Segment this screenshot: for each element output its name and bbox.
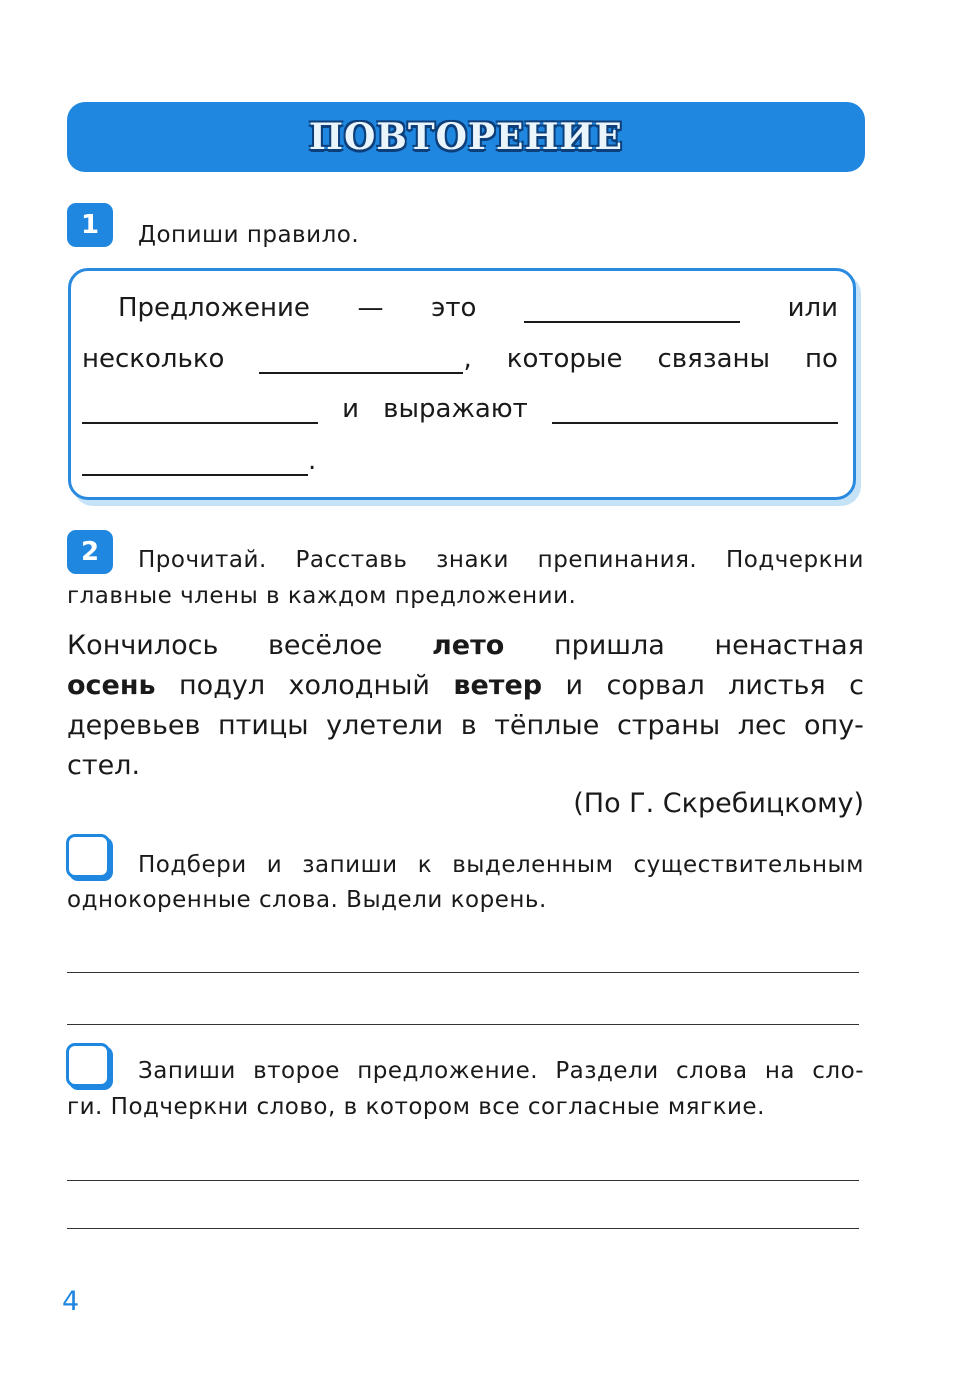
task4-instruction-line-1: Запиши второе предложение. Раздели слова на сло- — [138, 1058, 864, 1084]
answer-blank[interactable] — [524, 295, 740, 323]
text-word: и — [565, 670, 584, 701]
section-banner — [67, 102, 865, 172]
rule-line-3 — [82, 394, 838, 424]
reading-text-line-2 — [67, 670, 864, 701]
text-word: холодный — [288, 670, 430, 701]
task-number-badge-2: 2 — [67, 530, 113, 574]
text-word: опу- — [804, 710, 864, 741]
rule-word: выражают — [383, 394, 528, 424]
section-title: ПОВТОРЕНИЕ — [309, 116, 623, 158]
rule-word: связаны — [657, 344, 771, 374]
text-word: деревьев — [67, 710, 201, 741]
rule-word: и — [342, 394, 360, 424]
rule-line-2 — [82, 344, 838, 374]
text-word: сорвал — [606, 670, 705, 701]
text-word: страны — [616, 710, 721, 741]
answer-blank[interactable] — [82, 448, 308, 476]
task3-instruction-line-1: Подбери и запиши к выделенным существительным — [138, 852, 864, 878]
task1-instruction: Допиши правило. — [138, 222, 360, 248]
text-word: Кончилось — [67, 630, 219, 661]
text-attribution: (По Г. Скребицкому) — [573, 788, 864, 819]
rule-word: несколько — [82, 344, 225, 374]
text-word: с — [849, 670, 864, 701]
reading-text-line-1 — [67, 630, 864, 661]
task-number-badge-1: 1 — [67, 203, 113, 247]
text-word: улетели — [326, 710, 444, 741]
reading-text-line-3 — [67, 710, 864, 741]
answer-line[interactable] — [67, 1228, 859, 1229]
answer-line[interactable] — [67, 1024, 859, 1025]
text-word: ненастная — [714, 630, 864, 661]
answer-blank[interactable] — [259, 346, 463, 374]
answer-line[interactable] — [67, 1180, 859, 1181]
answer-line[interactable] — [67, 972, 859, 973]
text-word: тёплые — [494, 710, 600, 741]
task2-instruction-line-1: Прочитай. Расставь знаки препинания. Подчеркни — [138, 547, 864, 573]
text-word: в — [460, 710, 477, 741]
answer-blank[interactable] — [552, 396, 838, 424]
checkbox-icon[interactable] — [66, 834, 110, 878]
rule-line-4 — [82, 446, 838, 476]
rule-line-1 — [118, 293, 838, 323]
rule-word: по — [805, 344, 838, 374]
text-word: подул — [179, 670, 266, 701]
text-word: птицы — [217, 710, 309, 741]
rule-word: это — [431, 293, 477, 323]
page-number: 4 — [62, 1286, 80, 1317]
rule-word: , — [463, 344, 472, 374]
rule-word: или — [787, 293, 838, 323]
rule-word: которые — [506, 344, 623, 374]
text-word: стел. — [67, 750, 141, 781]
answer-blank[interactable] — [82, 396, 318, 424]
task2-instruction-line-2: главные члены в каждом предложении. — [67, 583, 577, 609]
rule-word: . — [308, 446, 317, 476]
reading-text-line-4 — [67, 750, 864, 781]
task3-instruction-line-2: однокоренные слова. Выдели корень. — [67, 887, 547, 913]
checkbox-icon[interactable] — [66, 1043, 110, 1087]
text-word: весёлое — [268, 630, 383, 661]
text-word: лес — [737, 710, 787, 741]
highlighted-word: ветер — [453, 670, 543, 701]
highlighted-word: осень — [67, 670, 156, 701]
text-word: листья — [728, 670, 826, 701]
highlighted-word: лето — [432, 630, 505, 661]
rule-word: Предложение — [118, 293, 310, 323]
rule-word: — — [357, 293, 384, 323]
text-word: пришла — [553, 630, 665, 661]
task4-instruction-line-2: ги. Подчеркни слово, в котором все согласные мягкие. — [67, 1094, 765, 1120]
